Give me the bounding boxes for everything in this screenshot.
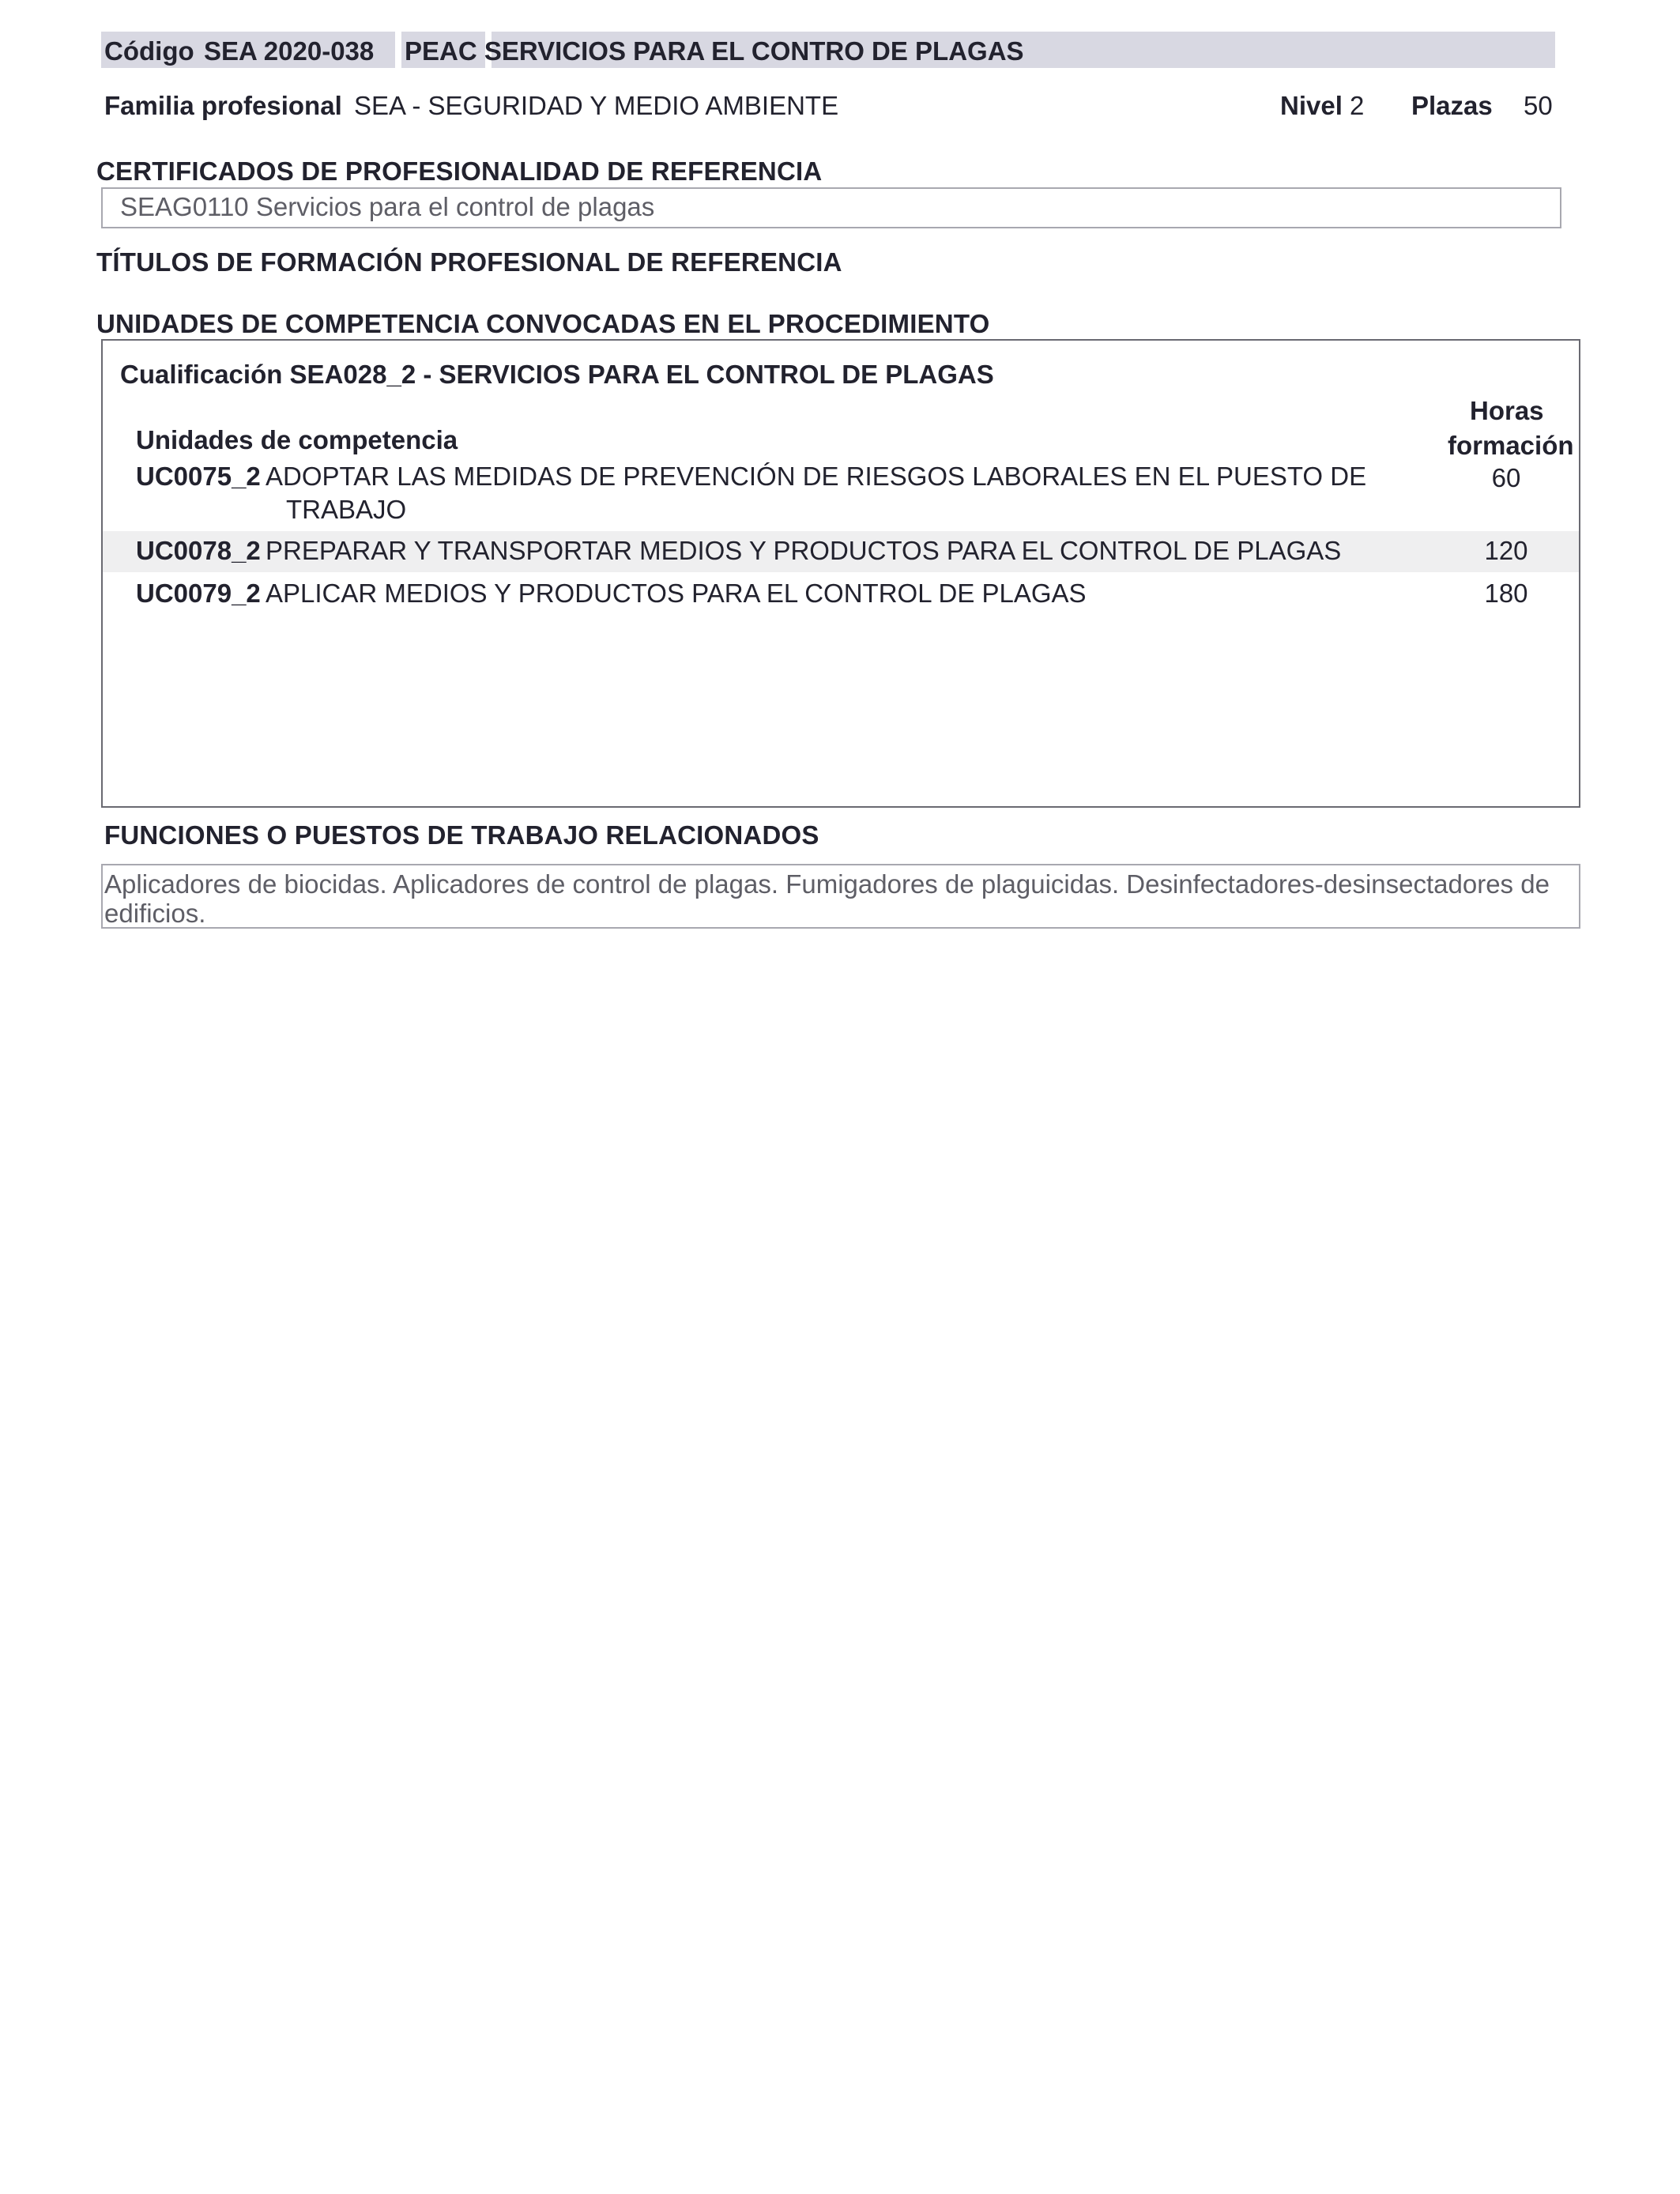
- uc-hours: 60: [1491, 463, 1521, 492]
- col-header-unidades: Unidades de competencia: [136, 425, 458, 454]
- program-title: PEAC SERVICIOS PARA EL CONTRO DE PLAGAS: [405, 36, 1024, 66]
- codigo-value: SEA 2020-038: [204, 36, 375, 66]
- uc-code: UC0078_2: [136, 536, 261, 565]
- funciones-title: FUNCIONES O PUESTOS DE TRABAJO RELACIONADOS: [104, 820, 819, 850]
- col-header-horas-2: formación: [1448, 431, 1574, 460]
- col-header-horas-1: Horas: [1470, 396, 1544, 425]
- funciones-text-continued: edificios.: [104, 899, 206, 928]
- familia-value: SEA - SEGURIDAD Y MEDIO AMBIENTE: [354, 91, 839, 120]
- uc-hours: 180: [1484, 579, 1528, 608]
- uc-description: APLICAR MEDIOS Y PRODUCTOS PARA EL CONTROL DE PLAGAS: [266, 579, 1087, 608]
- uc-code: UC0079_2: [136, 579, 261, 608]
- funciones-text: Aplicadores de biocidas. Aplicadores de control de plagas. Fumigadores de plaguicidas. Desinfectadores-desinsectadores de: [104, 869, 1550, 899]
- codigo-label: Código: [104, 36, 194, 66]
- uc-description: ADOPTAR LAS MEDIDAS DE PREVENCIÓN DE RIESGOS LABORALES EN EL PUESTO DE: [266, 462, 1367, 491]
- table-row: [103, 534, 1579, 572]
- familia-label: Familia profesional: [104, 91, 342, 120]
- plazas-label: Plazas: [1411, 91, 1493, 120]
- table-row: [103, 577, 1579, 615]
- unidades-title: UNIDADES DE COMPETENCIA CONVOCADAS EN EL PROCEDIMIENTO: [96, 309, 990, 338]
- uc-hours: 120: [1484, 536, 1528, 565]
- nivel-value: 2: [1350, 91, 1365, 120]
- plazas-value: 50: [1524, 91, 1553, 120]
- table-row: [103, 460, 1579, 528]
- titulos-title: TÍTULOS DE FORMACIÓN PROFESIONAL DE REFERENCIA: [96, 247, 842, 277]
- uc-description-continued: TRABAJO: [286, 495, 407, 524]
- uc-code: UC0075_2: [136, 462, 261, 491]
- certificado-item: SEAG0110 Servicios para el control de plagas: [120, 192, 655, 221]
- unidades-box: [101, 339, 1580, 808]
- certificados-title: CERTIFICADOS DE PROFESIONALIDAD DE REFERENCIA: [96, 156, 823, 186]
- nivel-label: Nivel: [1280, 91, 1343, 120]
- cualificacion-title: Cualificación SEA028_2 - SERVICIOS PARA EL CONTROL DE PLAGAS: [120, 360, 994, 389]
- uc-description: PREPARAR Y TRANSPORTAR MEDIOS Y PRODUCTOS PARA EL CONTROL DE PLAGAS: [266, 536, 1342, 565]
